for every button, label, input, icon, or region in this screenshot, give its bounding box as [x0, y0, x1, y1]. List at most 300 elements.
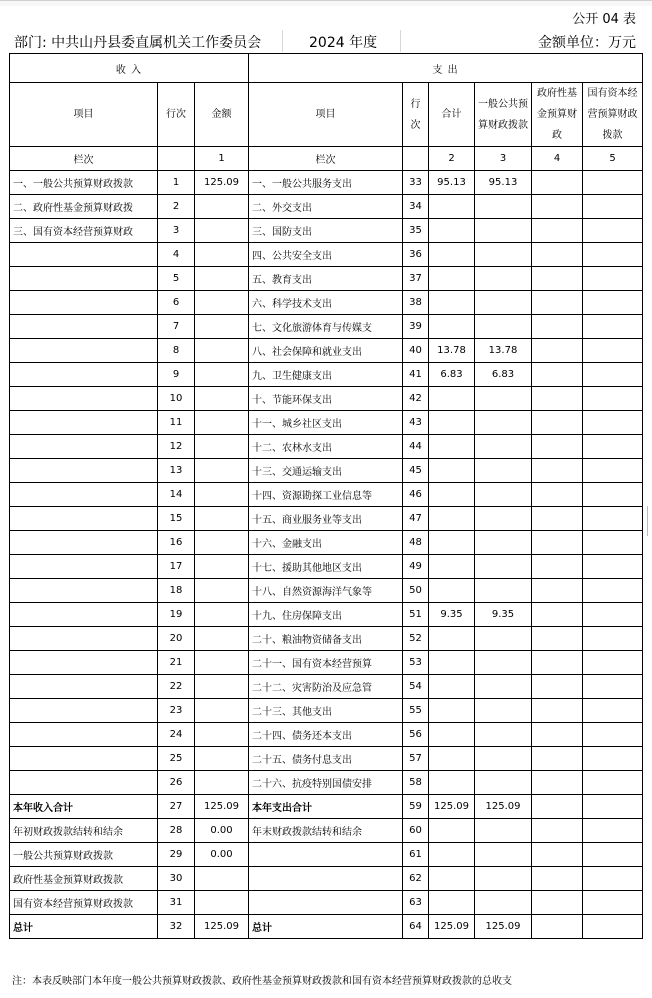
- income-amount-cell: [195, 603, 249, 627]
- income-item-cell: [10, 651, 158, 675]
- expense-general-cell: [475, 219, 532, 243]
- income-row-no-cell: 13: [158, 459, 195, 483]
- expense-index-fund: 4: [532, 147, 583, 171]
- expense-soe-cell: [583, 915, 643, 939]
- expense-general-cell: 125.09: [475, 915, 532, 939]
- expense-total-cell: 125.09: [429, 795, 475, 819]
- expense-item-cell: 三、国防支出: [249, 219, 403, 243]
- income-item-cell: [10, 435, 158, 459]
- expense-item-header: 项目: [249, 83, 403, 147]
- income-index-blank: [158, 147, 195, 171]
- income-item-cell: [10, 555, 158, 579]
- table-row: [10, 891, 643, 915]
- expense-item-cell: 十三、交通运输支出: [249, 459, 403, 483]
- expense-soe-cell: [583, 699, 643, 723]
- income-amount-cell: [195, 483, 249, 507]
- scroll-indicator[interactable]: [647, 506, 652, 536]
- table-row: [10, 795, 643, 819]
- income-amount-cell: [195, 531, 249, 555]
- expense-total-cell: [429, 699, 475, 723]
- income-item-cell: [10, 291, 158, 315]
- table-row: [10, 747, 643, 771]
- table-row: [10, 531, 643, 555]
- income-amount-cell: [195, 435, 249, 459]
- expense-fund-cell: [532, 891, 583, 915]
- table-row: [10, 219, 643, 243]
- expense-row-no-cell: 39: [403, 315, 429, 339]
- table-row: [10, 915, 643, 939]
- expense-index-total: 2: [429, 147, 475, 171]
- income-section-title: 收 入: [10, 54, 249, 83]
- expense-section-title: 支 出: [249, 54, 643, 83]
- expense-soe-cell: [583, 795, 643, 819]
- expense-general-cell: [475, 723, 532, 747]
- expense-general-cell: [475, 555, 532, 579]
- income-index-amount: 1: [195, 147, 249, 171]
- expense-row-no-cell: 43: [403, 411, 429, 435]
- expense-total-cell: 95.13: [429, 171, 475, 195]
- expense-general-cell: [475, 651, 532, 675]
- table-row: [10, 675, 643, 699]
- expense-row-no-cell: 50: [403, 579, 429, 603]
- table-row: [10, 435, 643, 459]
- expense-general-cell: [475, 195, 532, 219]
- expense-index-soe: 5: [583, 147, 643, 171]
- table-row: [10, 555, 643, 579]
- expense-total-cell: [429, 675, 475, 699]
- income-amount-cell: [195, 243, 249, 267]
- table-row: [10, 387, 643, 411]
- expense-fund-cell: [532, 459, 583, 483]
- expense-index-blank: [403, 147, 429, 171]
- expense-soe-cell: [583, 219, 643, 243]
- expense-general-cell: [475, 387, 532, 411]
- expense-fund-cell: [532, 435, 583, 459]
- income-item-cell: 一般公共预算财政拨款: [10, 843, 158, 867]
- expense-item-cell: 二十六、抗疫特别国债安排: [249, 771, 403, 795]
- expense-soe-cell: [583, 483, 643, 507]
- expense-row-no-header: 行次: [403, 83, 429, 147]
- income-row-no-cell: 4: [158, 243, 195, 267]
- expense-general-cell: [475, 699, 532, 723]
- expense-soe-header: 国有资本经营预算财政拨款: [583, 83, 643, 147]
- expense-item-cell: [249, 867, 403, 891]
- form-number: 公开 04 表: [572, 12, 636, 27]
- income-amount-cell: [195, 459, 249, 483]
- expense-total-cell: [429, 411, 475, 435]
- income-amount-cell: [195, 771, 249, 795]
- expense-general-cell: [475, 291, 532, 315]
- expense-total-cell: [429, 195, 475, 219]
- expense-row-no-cell: 62: [403, 867, 429, 891]
- income-amount-cell: 125.09: [195, 171, 249, 195]
- income-item-cell: 三、国有资本经营预算财政: [10, 219, 158, 243]
- cell-divider: [282, 30, 283, 52]
- expense-row-no-cell: 42: [403, 387, 429, 411]
- income-amount-cell: [195, 363, 249, 387]
- expense-item-cell: 二十、粮油物资储备支出: [249, 627, 403, 651]
- income-item-cell: 国有资本经营预算财政拨款: [10, 891, 158, 915]
- expense-fund-cell: [532, 507, 583, 531]
- table-row: [10, 315, 643, 339]
- expense-item-cell: 二十二、灾害防治及应急管: [249, 675, 403, 699]
- expense-fund-cell: [532, 315, 583, 339]
- expense-total-cell: [429, 819, 475, 843]
- income-row-no-cell: 10: [158, 387, 195, 411]
- expense-fund-cell: [532, 219, 583, 243]
- expense-soe-cell: [583, 339, 643, 363]
- expense-fund-cell: [532, 555, 583, 579]
- table-row: [10, 771, 643, 795]
- expense-row-no-cell: 63: [403, 891, 429, 915]
- expense-soe-cell: [583, 867, 643, 891]
- expense-general-cell: [475, 267, 532, 291]
- expense-row-no-cell: 33: [403, 171, 429, 195]
- expense-fund-cell: [532, 867, 583, 891]
- expense-total-cell: [429, 267, 475, 291]
- expense-item-cell: 二十五、债务付息支出: [249, 747, 403, 771]
- income-index-label: 栏次: [10, 147, 158, 171]
- income-item-cell: [10, 747, 158, 771]
- income-amount-cell: [195, 315, 249, 339]
- expense-fund-cell: [532, 723, 583, 747]
- expense-total-cell: 13.78: [429, 339, 475, 363]
- income-item-cell: 本年收入合计: [10, 795, 158, 819]
- table-row: [10, 243, 643, 267]
- section-header-row: [10, 54, 643, 83]
- income-item-cell: [10, 339, 158, 363]
- income-row-no-cell: 27: [158, 795, 195, 819]
- expense-general-cell: [475, 315, 532, 339]
- expense-row-no-cell: 35: [403, 219, 429, 243]
- table-row: [10, 483, 643, 507]
- table-row: [10, 459, 643, 483]
- expense-total-cell: [429, 627, 475, 651]
- expense-general-cell: [475, 243, 532, 267]
- income-row-no-cell: 32: [158, 915, 195, 939]
- expense-item-cell: 本年支出合计: [249, 795, 403, 819]
- table-row: [10, 579, 643, 603]
- expense-fund-cell: [532, 411, 583, 435]
- income-row-no-cell: 30: [158, 867, 195, 891]
- expense-soe-cell: [583, 891, 643, 915]
- income-row-no-cell: 7: [158, 315, 195, 339]
- expense-fund-cell: [532, 195, 583, 219]
- income-amount-cell: [195, 699, 249, 723]
- expense-row-no-cell: 59: [403, 795, 429, 819]
- expense-general-cell: [475, 867, 532, 891]
- income-item-cell: 政府性基金预算财政拨款: [10, 867, 158, 891]
- expense-general-cell: [475, 891, 532, 915]
- expense-soe-cell: [583, 387, 643, 411]
- income-amount-cell: 125.09: [195, 795, 249, 819]
- expense-row-no-cell: 45: [403, 459, 429, 483]
- expense-fund-cell: [532, 339, 583, 363]
- expense-total-cell: [429, 651, 475, 675]
- income-amount-cell: [195, 891, 249, 915]
- expense-fund-cell: [532, 171, 583, 195]
- table-row: [10, 819, 643, 843]
- income-row-no-cell: 26: [158, 771, 195, 795]
- expense-general-cell: 125.09: [475, 795, 532, 819]
- table-row: [10, 291, 643, 315]
- income-amount-cell: [195, 411, 249, 435]
- expense-fund-cell: [532, 651, 583, 675]
- income-amount-cell: [195, 627, 249, 651]
- income-row-no-cell: 2: [158, 195, 195, 219]
- expense-fund-header: 政府性基金预算财政: [532, 83, 583, 147]
- expense-fund-cell: [532, 267, 583, 291]
- expense-soe-cell: [583, 723, 643, 747]
- income-item-cell: [10, 387, 158, 411]
- table-row: [10, 267, 643, 291]
- expense-item-cell: 十二、农林水支出: [249, 435, 403, 459]
- income-row-no-cell: 18: [158, 579, 195, 603]
- income-item-cell: [10, 603, 158, 627]
- expense-soe-cell: [583, 411, 643, 435]
- expense-item-cell: 十八、自然资源海洋气象等: [249, 579, 403, 603]
- expense-row-no-cell: 38: [403, 291, 429, 315]
- expense-item-cell: 十七、援助其他地区支出: [249, 555, 403, 579]
- income-amount-cell: [195, 219, 249, 243]
- income-item-cell: 一、一般公共预算财政拨款: [10, 171, 158, 195]
- expense-soe-cell: [583, 819, 643, 843]
- expense-fund-cell: [532, 579, 583, 603]
- expense-total-cell: [429, 507, 475, 531]
- expense-fund-cell: [532, 819, 583, 843]
- table-row: [10, 507, 643, 531]
- expense-row-no-cell: 53: [403, 651, 429, 675]
- income-amount-cell: [195, 867, 249, 891]
- income-item-cell: [10, 459, 158, 483]
- expense-item-cell: 二十三、其他支出: [249, 699, 403, 723]
- expense-soe-cell: [583, 747, 643, 771]
- income-row-no-cell: 11: [158, 411, 195, 435]
- expense-soe-cell: [583, 195, 643, 219]
- expense-general-header: 一般公共预算财政拨款: [475, 83, 532, 147]
- expense-row-no-cell: 52: [403, 627, 429, 651]
- expense-row-no-cell: 41: [403, 363, 429, 387]
- income-row-no-cell: 17: [158, 555, 195, 579]
- department-name: 部门: 中共山丹县委直属机关工作委员会: [14, 35, 262, 51]
- income-row-no-cell: 1: [158, 171, 195, 195]
- expense-total-cell: [429, 771, 475, 795]
- expense-general-cell: [475, 771, 532, 795]
- income-amount-cell: [195, 507, 249, 531]
- expense-general-cell: [475, 579, 532, 603]
- expense-general-cell: [475, 435, 532, 459]
- expense-item-cell: 七、文化旅游体育与传媒支: [249, 315, 403, 339]
- expense-total-cell: [429, 867, 475, 891]
- income-row-no-cell: 12: [158, 435, 195, 459]
- expense-total-cell: 6.83: [429, 363, 475, 387]
- expense-item-cell: 六、科学技术支出: [249, 291, 403, 315]
- expense-total-cell: [429, 459, 475, 483]
- expense-item-cell: 十四、资源勘探工业信息等: [249, 483, 403, 507]
- income-item-cell: [10, 267, 158, 291]
- expense-general-cell: [475, 411, 532, 435]
- expense-row-no-cell: 51: [403, 603, 429, 627]
- expense-row-no-cell: 34: [403, 195, 429, 219]
- expense-fund-cell: [532, 531, 583, 555]
- income-amount-cell: [195, 555, 249, 579]
- expense-total-cell: [429, 219, 475, 243]
- expense-total-cell: [429, 315, 475, 339]
- expense-item-cell: 二十四、债务还本支出: [249, 723, 403, 747]
- income-amount-cell: 125.09: [195, 915, 249, 939]
- expense-total-cell: [429, 243, 475, 267]
- income-row-no-cell: 21: [158, 651, 195, 675]
- expense-row-no-cell: 48: [403, 531, 429, 555]
- expense-item-cell: 十九、住房保障支出: [249, 603, 403, 627]
- expense-total-cell: [429, 747, 475, 771]
- expense-item-cell: [249, 891, 403, 915]
- table-row: [10, 363, 643, 387]
- fiscal-year: 2024 年度: [309, 35, 378, 51]
- income-row-no-cell: 31: [158, 891, 195, 915]
- expense-total-cell: [429, 483, 475, 507]
- income-amount-cell: [195, 267, 249, 291]
- expense-total-cell: [429, 723, 475, 747]
- income-amount-cell: [195, 723, 249, 747]
- expense-general-cell: 13.78: [475, 339, 532, 363]
- expense-fund-cell: [532, 915, 583, 939]
- expense-item-cell: 四、公共安全支出: [249, 243, 403, 267]
- expense-soe-cell: [583, 459, 643, 483]
- income-row-no-cell: 3: [158, 219, 195, 243]
- income-row-no-cell: 22: [158, 675, 195, 699]
- expense-row-no-cell: 49: [403, 555, 429, 579]
- expense-row-no-cell: 60: [403, 819, 429, 843]
- income-item-cell: [10, 627, 158, 651]
- income-item-cell: [10, 363, 158, 387]
- expense-general-cell: [475, 459, 532, 483]
- expense-item-cell: 十、节能环保支出: [249, 387, 403, 411]
- expense-row-no-cell: 64: [403, 915, 429, 939]
- income-row-no-cell: 20: [158, 627, 195, 651]
- income-item-cell: [10, 771, 158, 795]
- expense-soe-cell: [583, 243, 643, 267]
- expense-total-cell: 125.09: [429, 915, 475, 939]
- income-row-no-cell: 8: [158, 339, 195, 363]
- expense-soe-cell: [583, 843, 643, 867]
- income-row-no-cell: 19: [158, 603, 195, 627]
- expense-item-cell: 一、一般公共服务支出: [249, 171, 403, 195]
- income-item-cell: [10, 243, 158, 267]
- amount-unit: 金额单位：万元: [538, 35, 636, 51]
- expense-row-no-cell: 36: [403, 243, 429, 267]
- expense-item-cell: 二、外交支出: [249, 195, 403, 219]
- expense-general-cell: [475, 507, 532, 531]
- expense-item-cell: 九、卫生健康支出: [249, 363, 403, 387]
- expense-fund-cell: [532, 771, 583, 795]
- income-amount-cell: [195, 579, 249, 603]
- income-item-cell: [10, 315, 158, 339]
- table-row: [10, 867, 643, 891]
- expense-total-header: 合计: [429, 83, 475, 147]
- income-row-no-cell: 14: [158, 483, 195, 507]
- table-row: [10, 339, 643, 363]
- expense-fund-cell: [532, 843, 583, 867]
- expense-fund-cell: [532, 291, 583, 315]
- expense-total-cell: [429, 891, 475, 915]
- income-row-no-cell: 29: [158, 843, 195, 867]
- expense-general-cell: 6.83: [475, 363, 532, 387]
- income-amount-header: 金额: [195, 83, 249, 147]
- income-row-no-cell: 6: [158, 291, 195, 315]
- expense-fund-cell: [532, 363, 583, 387]
- expense-row-no-cell: 57: [403, 747, 429, 771]
- expense-soe-cell: [583, 675, 643, 699]
- expense-fund-cell: [532, 387, 583, 411]
- table-row: [10, 411, 643, 435]
- expense-item-cell: 总计: [249, 915, 403, 939]
- expense-item-cell: 二十一、国有资本经营预算: [249, 651, 403, 675]
- expense-row-no-cell: 55: [403, 699, 429, 723]
- income-row-no-header: 行次: [158, 83, 195, 147]
- cell-divider: [400, 30, 401, 52]
- expense-soe-cell: [583, 579, 643, 603]
- expense-index-label: 栏次: [249, 147, 403, 171]
- income-amount-cell: 0.00: [195, 819, 249, 843]
- expense-fund-cell: [532, 627, 583, 651]
- expense-soe-cell: [583, 363, 643, 387]
- table-row: [10, 723, 643, 747]
- expense-soe-cell: [583, 507, 643, 531]
- expense-general-cell: 9.35: [475, 603, 532, 627]
- expense-fund-cell: [532, 675, 583, 699]
- income-amount-cell: [195, 291, 249, 315]
- expense-row-no-cell: 37: [403, 267, 429, 291]
- income-item-cell: [10, 699, 158, 723]
- table-row: [10, 843, 643, 867]
- income-amount-cell: 0.00: [195, 843, 249, 867]
- expense-item-cell: 十六、金融支出: [249, 531, 403, 555]
- income-amount-cell: [195, 747, 249, 771]
- income-amount-cell: [195, 675, 249, 699]
- expense-total-cell: [429, 531, 475, 555]
- expense-item-cell: [249, 843, 403, 867]
- expense-item-cell: 五、教育支出: [249, 267, 403, 291]
- income-item-cell: [10, 411, 158, 435]
- table-row: [10, 603, 643, 627]
- expense-row-no-cell: 61: [403, 843, 429, 867]
- expense-row-no-cell: 54: [403, 675, 429, 699]
- expense-index-general: 3: [475, 147, 532, 171]
- income-item-cell: [10, 531, 158, 555]
- expense-soe-cell: [583, 603, 643, 627]
- column-index-row: [10, 147, 643, 171]
- expense-total-cell: [429, 843, 475, 867]
- expense-row-no-cell: 40: [403, 339, 429, 363]
- expense-fund-cell: [532, 603, 583, 627]
- income-row-no-cell: 15: [158, 507, 195, 531]
- expense-total-cell: [429, 435, 475, 459]
- income-amount-cell: [195, 651, 249, 675]
- expense-soe-cell: [583, 531, 643, 555]
- income-amount-cell: [195, 195, 249, 219]
- expense-soe-cell: [583, 267, 643, 291]
- income-item-cell: [10, 723, 158, 747]
- expense-total-cell: [429, 555, 475, 579]
- expense-general-cell: [475, 675, 532, 699]
- expense-general-cell: [475, 627, 532, 651]
- expense-soe-cell: [583, 315, 643, 339]
- table-row: [10, 699, 643, 723]
- expense-general-cell: [475, 483, 532, 507]
- expense-total-cell: 9.35: [429, 603, 475, 627]
- expense-item-cell: 八、社会保障和就业支出: [249, 339, 403, 363]
